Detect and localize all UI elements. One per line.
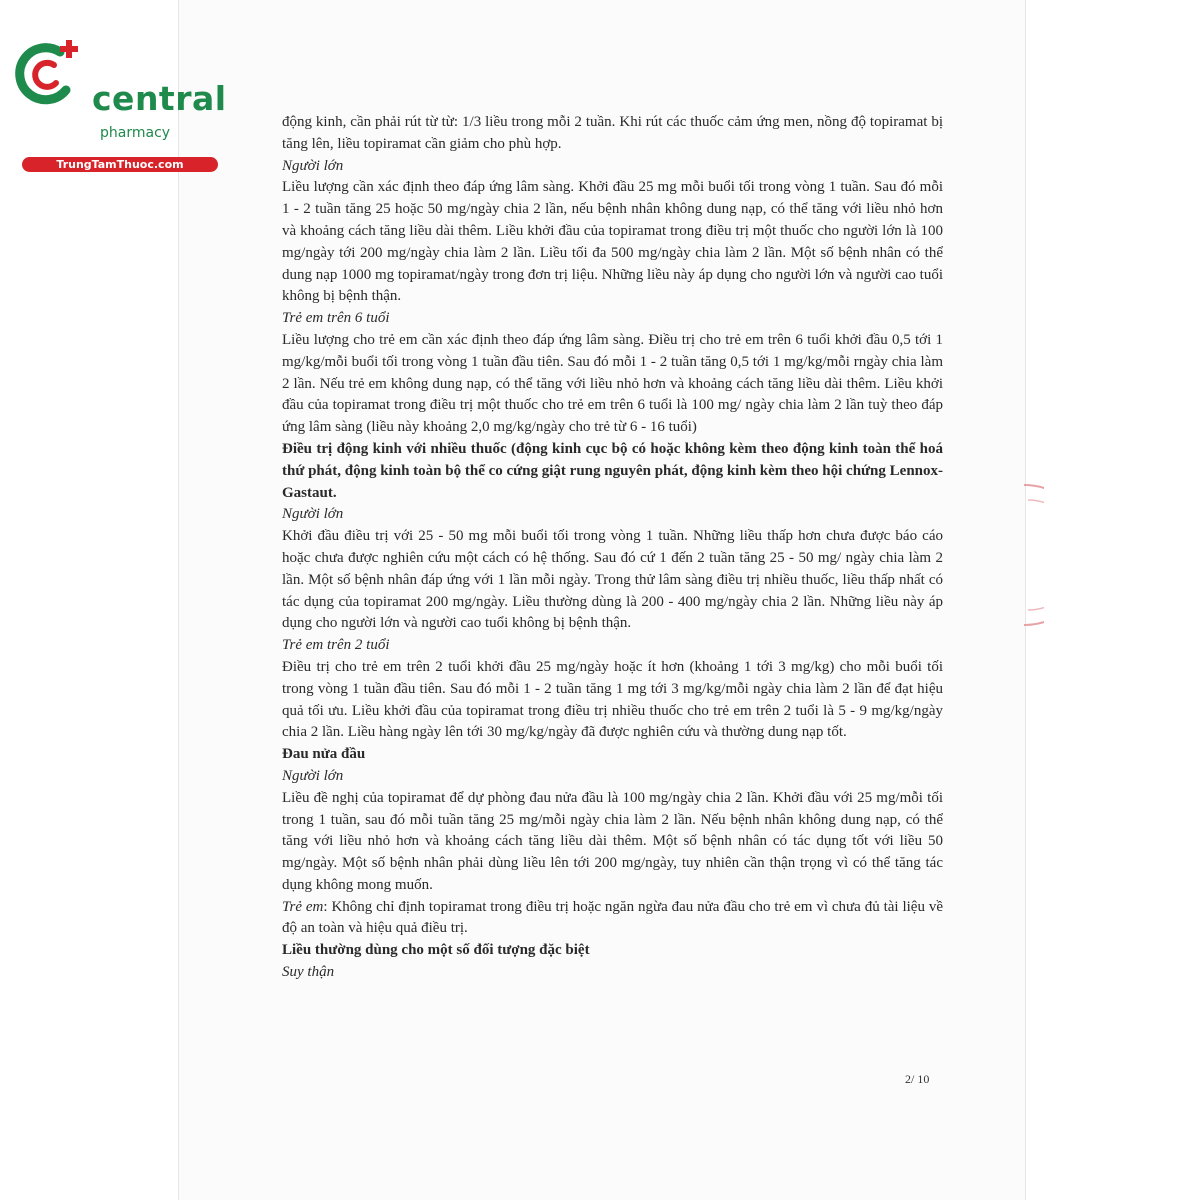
paragraph-adult-adjunctive: Khởi đầu điều trị với 25 - 50 mg mỗi buổi tối trong vòng 1 tuần. Những liều thấp hơn chưa được báo cáo hoặc chưa được nghiên cứu một cách có hệ thống. Sau đó cứ 1 đến 2 tuần tăng 25 - 50 mg/ ngày chia làm 2 lần. Một số bệnh nhân đáp ứng với 1 lần mỗi ngày. Trong thử lâm sàng điều trị nhiều thuốc, liều thấp nhất có tác dụng của topiramat 200 mg/ngày. Liều thường dùng là 200 - 400 mg/ngày chia 2 lần. Những liều này áp dụng cho người lớn và người cao tuổi không bị bệnh thận. [282, 528, 943, 632]
paragraph-children-monotherapy: Liều lượng cho trẻ em cần xác định theo đáp ứng lâm sàng. Điều trị cho trẻ em trên 6 tuổi khởi đầu 0,5 tới 1 mg/kg/mỗi buổi tối trong vòng 1 tuần đầu tiên. Sau đó mỗi 1 - 2 tuần tăng 0,5 tới 1 mg/kg/mỗi rngày chia làm 2 lần. Nếu trẻ em không dung nạp, có thể tăng với liều nhỏ hơn và khoảng cách tăng liều dài thêm. Liều khởi đầu của topiramat trong điều trị một thuốc cho trẻ em trên 6 tuổi là 100 mg/ ngày chia làm 2 lần tuỳ theo đáp ứng lâm sàng (liều này khoảng 2,0 mg/kg/ngày cho trẻ từ 6 - 16 tuổi) [282, 331, 943, 436]
paragraph-adult-migraine: Liều đề nghị của topiramat để dự phòng đau nửa đầu là 100 mg/ngày chia 2 lần. Khởi đầu với 25 mg/mỗi tối trong 1 tuần, sau đó mỗi tuần tăng 25 mg/mỗi ngày chia làm 2 lần. Nếu bệnh nhân không dung nạp, có thể tăng với liều nhỏ hơn và khoảng cách tăng liều dài thêm. Một số bệnh nhân có tác dụng tốt với liều 50 mg/ngày. Một số bệnh nhân phải dùng liều lên tới 200 mg/ngày, tuy nhiên cần thận trọng vì có thể tăng tác dụng không mong muốn. [282, 789, 943, 893]
page-number: 2/ 10 [905, 1072, 930, 1086]
brand-logo[interactable] [10, 38, 227, 171]
paragraph-children-migraine [282, 897, 943, 941]
paragraph-adult-monotherapy: Liều lượng cần xác định theo đáp ứng lâm sàng. Khởi đầu 25 mg mỗi buổi tối trong vòng 1 tuần. Sau đó mỗi 1 - 2 tuần tăng 25 hoặc 50 mg/ngày chia 2 lần, nếu bệnh nhân không dung nạp, có thể tăng với liều nhỏ hơn và khoảng cách tăng liều dài thêm. Liều khởi đầu của topiramat trong điều trị một thuốc cho người lớn là 100 mg/ngày tới 200 mg/ngày chia làm 2 lần. Liều tối đa 500 mg/ngày chia làm 2 lần. Một số bệnh nhân có thể dung nạp 1000 mg topiramat/ngày trong đơn trị liệu. Những liều này áp dụng cho người lớn và người cao tuổi không bị bệnh thận. [282, 179, 943, 305]
document-body [282, 112, 943, 984]
paragraph-children-adjunctive: Điều trị cho trẻ em trên 2 tuổi khởi đầu 25 mg/ngày hoặc ít hơn (khoảng 1 tới 3 mg/kg) cho mỗi buổi tối trong vòng 1 tuần đầu tiên. Sau đó mỗi 1 - 2 tuần tăng 1 mg tới 3 mg/kg/mỗi ngày chia làm 2 lần để đạt hiệu quả tối ưu. Liều khởi đầu của topiramat trong điều trị nhiều thuốc cho trẻ em trên 2 tuổi là 5 - 9 mg/kg/ngày chia 2 lần. Liều hàng ngày lên tới 30 mg/kg/ngày đã được nghiên cứu và thường dung nạp tốt. [282, 658, 943, 741]
subheading-children-over-2: Trẻ em trên 2 tuổi [282, 637, 390, 654]
red-stamp-icon [1004, 480, 1044, 630]
heading-special-populations: Liều thường dùng cho một số đối tượng đặc biệt [282, 942, 590, 959]
brand-url-badge[interactable]: TrungTamThuoc.com [22, 157, 218, 172]
children-migraine-text: : Không chỉ định topiramat trong điều trị hoặc ngăn ngừa đau nửa đầu cho trẻ em vì chưa đủ tài liệu về độ an toàn và hiệu quả điều trị. [282, 898, 944, 937]
heading-migraine: Đau nửa đầu [282, 746, 366, 763]
children-lead: Trẻ em [282, 898, 324, 915]
subheading-adults-adjunctive: Người lớn [282, 506, 344, 523]
paragraph-continuation: động kinh, cần phải rút từ từ: 1/3 liều trong mỗi 2 tuần. Khi rút các thuốc cảm ứng men, nồng độ topiramat bị tăng lên, liều topiramat cần giảm cho phù hợp. [282, 114, 943, 152]
subheading-renal-impairment: Suy thận [282, 964, 335, 981]
pharmacy-logo-icon [10, 38, 90, 108]
heading-adjunctive-therapy: Điều trị động kinh với nhiều thuốc (động kinh cục bộ có hoặc không kèm theo động kinh toàn thể hoá thứ phát, động kinh toàn bộ thể co cứng giật rung nguyên phát, động kinh kèm theo hội chứng Lennox-Gastaut. [282, 440, 943, 501]
subheading-adults-migraine: Người lớn [282, 767, 344, 784]
brand-subtitle: pharmacy [100, 125, 171, 141]
brand-name: central [92, 79, 227, 118]
subheading-adults: Người lớn [282, 157, 344, 174]
subheading-children-over-6: Trẻ em trên 6 tuổi [282, 310, 390, 327]
